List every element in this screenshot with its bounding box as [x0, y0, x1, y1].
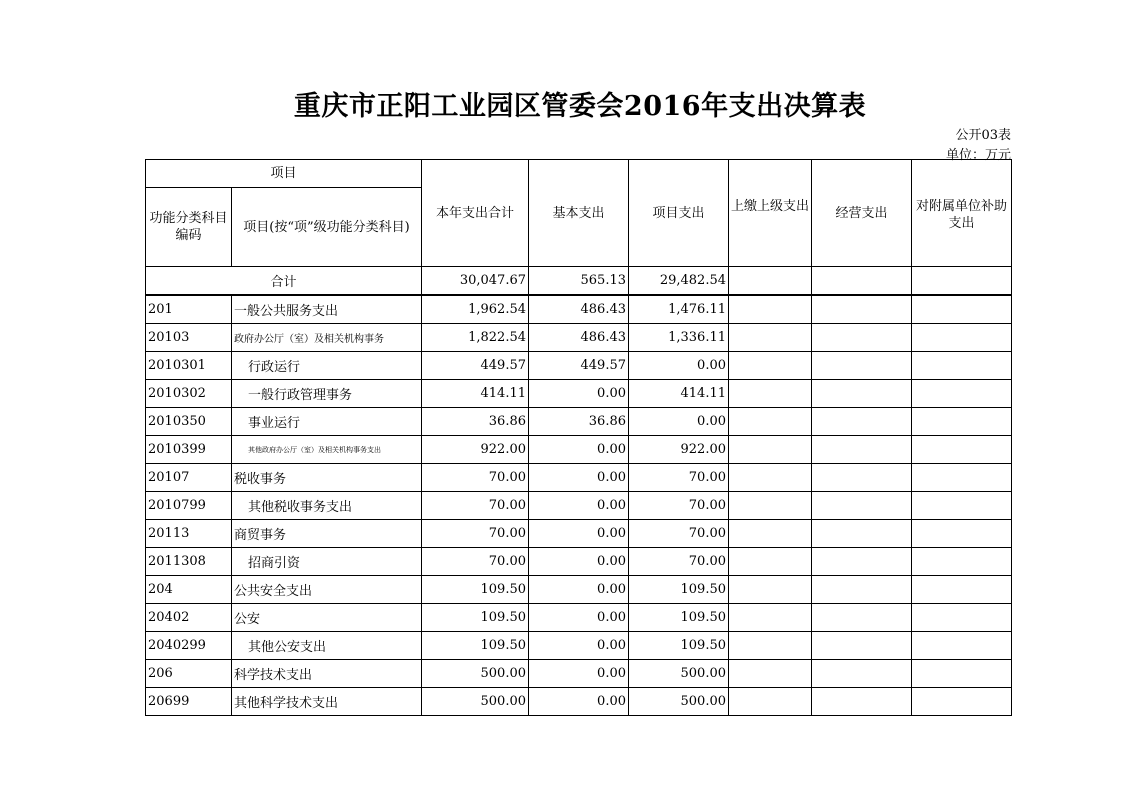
table-row	[146, 324, 1012, 352]
table-row	[146, 688, 1012, 716]
row-name: 税收事务	[232, 464, 422, 492]
table-row	[146, 660, 1012, 688]
unit-label: 单位：万元	[945, 148, 1011, 163]
row-name: 其他政府办公厅（室）及相关机构事务支出	[232, 436, 422, 464]
row-project: 1,476.11	[629, 295, 729, 324]
row-code: 204	[146, 576, 232, 604]
row-basic: 486.43	[529, 324, 629, 352]
row-business	[812, 632, 912, 660]
row-upper	[729, 604, 812, 632]
row-business	[812, 688, 912, 716]
total-sum: 30,047.67	[422, 267, 529, 296]
row-project: 70.00	[629, 464, 729, 492]
table-row	[146, 380, 1012, 408]
header-subsidy: 对附属单位补助支出	[912, 160, 1012, 267]
table-row	[146, 632, 1012, 660]
row-total: 500.00	[422, 688, 529, 716]
row-upper	[729, 576, 812, 604]
row-basic: 0.00	[529, 520, 629, 548]
row-total: 36.86	[422, 408, 529, 436]
row-total: 922.00	[422, 436, 529, 464]
row-business	[812, 464, 912, 492]
row-upper	[729, 380, 812, 408]
row-project: 109.50	[629, 576, 729, 604]
row-basic: 0.00	[529, 492, 629, 520]
row-project: 0.00	[629, 408, 729, 436]
row-project: 70.00	[629, 520, 729, 548]
row-basic: 0.00	[529, 436, 629, 464]
row-business	[812, 380, 912, 408]
row-project: 70.00	[629, 548, 729, 576]
row-name: 其他税收事务支出	[232, 492, 422, 520]
row-business	[812, 295, 912, 324]
row-subsidy	[912, 660, 1012, 688]
header-basic: 基本支出	[529, 160, 629, 267]
row-subsidy	[912, 520, 1012, 548]
row-basic: 0.00	[529, 688, 629, 716]
row-upper	[729, 295, 812, 324]
row-total: 500.00	[422, 660, 529, 688]
row-subsidy	[912, 295, 1012, 324]
row-business	[812, 352, 912, 380]
row-basic: 0.00	[529, 380, 629, 408]
row-project: 70.00	[629, 492, 729, 520]
row-code: 20103	[146, 324, 232, 352]
row-basic: 0.00	[529, 632, 629, 660]
row-subsidy	[912, 436, 1012, 464]
row-total: 70.00	[422, 520, 529, 548]
row-upper	[729, 548, 812, 576]
header-project: 项目支出	[629, 160, 729, 267]
row-name: 事业运行	[232, 408, 422, 436]
expenditure-table	[145, 159, 1012, 716]
row-business	[812, 548, 912, 576]
row-basic: 0.00	[529, 576, 629, 604]
row-total: 70.00	[422, 464, 529, 492]
row-subsidy	[912, 604, 1012, 632]
row-subsidy	[912, 632, 1012, 660]
row-project: 922.00	[629, 436, 729, 464]
row-name: 科学技术支出	[232, 660, 422, 688]
total-project: 29,482.54	[629, 267, 729, 296]
row-subsidy	[912, 464, 1012, 492]
row-name: 公共安全支出	[232, 576, 422, 604]
row-code: 2010799	[146, 492, 232, 520]
table-body	[146, 295, 1012, 716]
total-label: 合计	[146, 267, 422, 296]
table-row	[146, 352, 1012, 380]
row-business	[812, 660, 912, 688]
row-basic: 449.57	[529, 352, 629, 380]
row-code: 2010350	[146, 408, 232, 436]
row-subsidy	[912, 380, 1012, 408]
row-upper	[729, 492, 812, 520]
total-subsidy	[912, 267, 1012, 296]
row-business	[812, 408, 912, 436]
total-basic: 565.13	[529, 267, 629, 296]
row-code: 2010399	[146, 436, 232, 464]
row-code: 206	[146, 660, 232, 688]
row-total: 109.50	[422, 576, 529, 604]
row-subsidy	[912, 408, 1012, 436]
row-business	[812, 604, 912, 632]
total-upper	[729, 267, 812, 296]
row-code: 2011308	[146, 548, 232, 576]
row-total: 70.00	[422, 492, 529, 520]
table-row	[146, 604, 1012, 632]
header-project-group: 项目	[146, 160, 422, 188]
row-total: 109.50	[422, 604, 529, 632]
table-row	[146, 548, 1012, 576]
header-func-name: 项目(按“项”级功能分类科目)	[232, 188, 422, 267]
row-project: 500.00	[629, 688, 729, 716]
row-upper	[729, 520, 812, 548]
row-total: 1,962.54	[422, 295, 529, 324]
form-number: 公开03表	[955, 128, 1011, 143]
row-code: 2040299	[146, 632, 232, 660]
table-row	[146, 464, 1012, 492]
header-business: 经营支出	[812, 160, 912, 267]
row-code: 20107	[146, 464, 232, 492]
total-business	[812, 267, 912, 296]
row-upper	[729, 436, 812, 464]
row-subsidy	[912, 352, 1012, 380]
row-project: 0.00	[629, 352, 729, 380]
row-subsidy	[912, 548, 1012, 576]
row-code: 2010302	[146, 380, 232, 408]
row-basic: 36.86	[529, 408, 629, 436]
row-name: 一般行政管理事务	[232, 380, 422, 408]
row-project: 109.50	[629, 604, 729, 632]
table-row	[146, 576, 1012, 604]
row-basic: 0.00	[529, 464, 629, 492]
row-basic: 0.00	[529, 660, 629, 688]
row-total: 449.57	[422, 352, 529, 380]
table-row	[146, 408, 1012, 436]
row-code: 20113	[146, 520, 232, 548]
row-basic: 0.00	[529, 548, 629, 576]
row-name: 招商引资	[232, 548, 422, 576]
row-business	[812, 492, 912, 520]
row-basic: 0.00	[529, 604, 629, 632]
row-code: 20402	[146, 604, 232, 632]
row-total: 1,822.54	[422, 324, 529, 352]
row-upper	[729, 408, 812, 436]
header-total: 本年支出合计	[422, 160, 529, 267]
table-row	[146, 520, 1012, 548]
row-subsidy	[912, 576, 1012, 604]
row-business	[812, 324, 912, 352]
header-upper: 上缴上级支出	[729, 160, 812, 267]
page-title: 重庆市正阳工业园区管委会2016年支出决算表	[293, 91, 867, 122]
row-name: 其他科学技术支出	[232, 688, 422, 716]
row-basic: 486.43	[529, 295, 629, 324]
row-total: 70.00	[422, 548, 529, 576]
row-business	[812, 520, 912, 548]
row-name: 商贸事务	[232, 520, 422, 548]
row-project: 500.00	[629, 660, 729, 688]
row-upper	[729, 352, 812, 380]
row-name: 政府办公厅（室）及相关机构事务	[232, 324, 422, 352]
row-name: 公安	[232, 604, 422, 632]
table-row	[146, 492, 1012, 520]
row-code: 201	[146, 295, 232, 324]
row-code: 2010301	[146, 352, 232, 380]
row-project: 1,336.11	[629, 324, 729, 352]
header-func-code: 功能分类科目编码	[146, 188, 232, 267]
table-row	[146, 295, 1012, 324]
row-total: 414.11	[422, 380, 529, 408]
row-subsidy	[912, 688, 1012, 716]
row-name: 其他公安支出	[232, 632, 422, 660]
row-subsidy	[912, 324, 1012, 352]
row-name: 一般公共服务支出	[232, 295, 422, 324]
row-upper	[729, 660, 812, 688]
row-project: 109.50	[629, 632, 729, 660]
row-subsidy	[912, 492, 1012, 520]
row-name: 行政运行	[232, 352, 422, 380]
row-upper	[729, 688, 812, 716]
row-upper	[729, 324, 812, 352]
row-business	[812, 576, 912, 604]
row-business	[812, 436, 912, 464]
row-total: 109.50	[422, 632, 529, 660]
row-code: 20699	[146, 688, 232, 716]
table-row	[146, 436, 1012, 464]
row-upper	[729, 632, 812, 660]
row-upper	[729, 464, 812, 492]
row-project: 414.11	[629, 380, 729, 408]
